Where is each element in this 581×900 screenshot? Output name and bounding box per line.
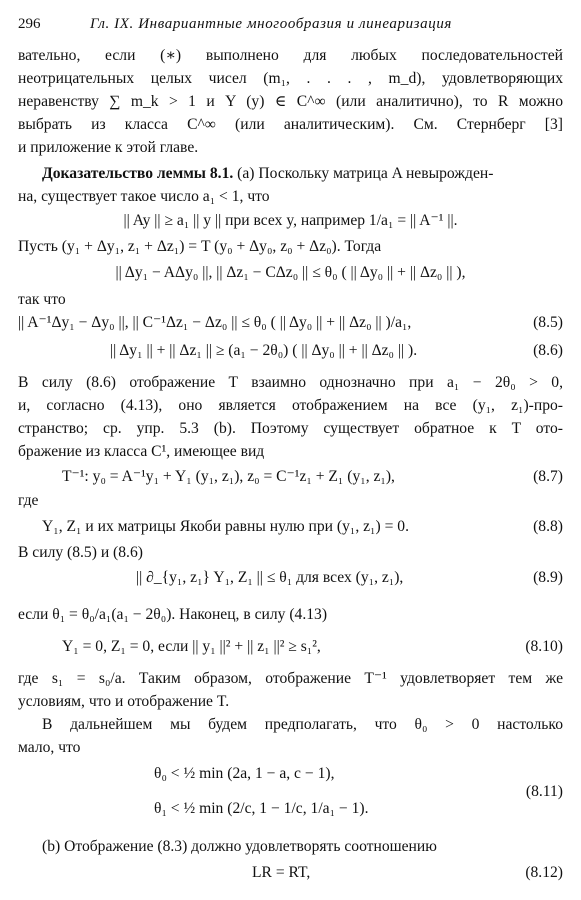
equation: LR = RT, xyxy=(252,864,311,881)
text-line: мало, что xyxy=(18,739,81,756)
text-line: странство; ср. упр. 5.3 (b). Поэтому существует обратное к T ото- xyxy=(18,420,563,437)
text-line: Пусть (y₁ + Δy₁, z₁ + Δz₁) = T (y₀ + Δy₀, z₀ + Δz₀). Тогда xyxy=(18,238,382,255)
equation-number: (8.6) xyxy=(533,342,563,359)
text-line: если θ₁ = θ₀/a₁(a₁ − 2θ₀). Наконец, в силу (4.13) xyxy=(18,606,328,623)
equation: || Ay || ≥ a₁ || y || при всех y, например 1/a₁ = || A⁻¹ ||. xyxy=(123,212,458,229)
text-line: бражение из класса C¹, имеющее вид xyxy=(18,443,265,460)
text-span: (a) Поскольку матрица A невырожден- xyxy=(233,165,494,182)
text-line: В дальнейшем мы будем предполагать, что θ₀ > 0 настолько xyxy=(42,716,563,733)
proof-paragraph-line xyxy=(18,163,563,185)
text-line: и приложение к этой главе. xyxy=(18,139,199,156)
text-line: условиям, что и отображение T. xyxy=(18,693,230,710)
equation: T⁻¹: y₀ = A⁻¹y₁ + Y₁ (y₁, z₁), z₀ = C⁻¹z₁ + Z₁ (y₁, z₁), xyxy=(62,468,395,485)
text-line: где xyxy=(18,492,39,509)
equation-number: (8.8) xyxy=(533,518,563,535)
text-line: выбрать из класса C^∞ (или аналитическим). См. Стернберг [3] xyxy=(18,116,563,133)
running-title: Гл. IX. Инвариантные многообразия и линеаризация xyxy=(90,16,453,32)
proof-heading: Доказательство леммы 8.1. xyxy=(42,165,234,182)
text-line: (b) Отображение (8.3) должно удовлетворять соотношению xyxy=(42,838,437,855)
equation: Y₁ = 0, Z₁ = 0, если || y₁ ||² + || z₁ ||² ≥ s₁², xyxy=(62,638,321,655)
text-line: неравенству ∑ m_k > 1 и Y (y) ∈ C^∞ (или аналитично), то R можно xyxy=(18,93,563,110)
equation: θ₀ < ½ min (2a, 1 − a, c − 1), xyxy=(154,765,335,782)
equation-number: (8.11) xyxy=(525,783,563,800)
text-line: вательно, если (∗) выполнено для любых последовательностей xyxy=(18,47,563,64)
equation: θ₁ < ½ min (2/c, 1 − 1/c, 1/a₁ − 1). xyxy=(154,800,369,817)
text-line: В силу (8.5) и (8.6) xyxy=(18,544,143,561)
equation-number: (8.7) xyxy=(533,468,563,485)
equation: || ∂_{y₁, z₁} Y₁, Z₁ || ≤ θ₁ для всех (y₁, z₁), xyxy=(136,569,404,586)
equation-number: (8.10) xyxy=(525,638,563,655)
text-line: так что xyxy=(18,291,66,308)
text-line: на, существует такое число a₁ < 1, что xyxy=(18,188,270,205)
text-line: неотрицательных целых чисел (m₁, . . . , m_d), удовлетворяющих xyxy=(18,70,563,87)
equation: Y₁, Z₁ и их матрицы Якоби равны нулю при (y₁, z₁) = 0. xyxy=(42,518,409,535)
text-line: В силу (8.6) отображение T взаимно однозначно при a₁ − 2θ₀ > 0, xyxy=(18,374,563,391)
equation: || Δy₁ || + || Δz₁ || ≥ (a₁ − 2θ₀) ( || Δy₀ || + || Δz₀ || ). xyxy=(110,342,418,359)
equation: || A⁻¹Δy₁ − Δy₀ ||, || C⁻¹Δz₁ − Δz₀ || ≤ θ₀ ( || Δy₀ || + || Δz₀ || )/a₁, xyxy=(18,314,412,331)
text-line: и, согласно (4.13), оно является отображением на все (y₁, z₁)-про- xyxy=(18,397,563,414)
page-header xyxy=(18,12,563,36)
equation-number: (8.5) xyxy=(533,314,563,331)
page-number: 296 xyxy=(18,16,41,32)
equation-number: (8.12) xyxy=(525,864,563,881)
text-line: где s₁ = s₀/a. Таким образом, отображение T⁻¹ удовлетворяет тем же xyxy=(18,670,563,687)
equation-number: (8.9) xyxy=(533,569,563,586)
equation: || Δy₁ − AΔy₀ ||, || Δz₁ − CΔz₀ || ≤ θ₀ ( || Δy₀ || + || Δz₀ || ), xyxy=(115,264,466,281)
